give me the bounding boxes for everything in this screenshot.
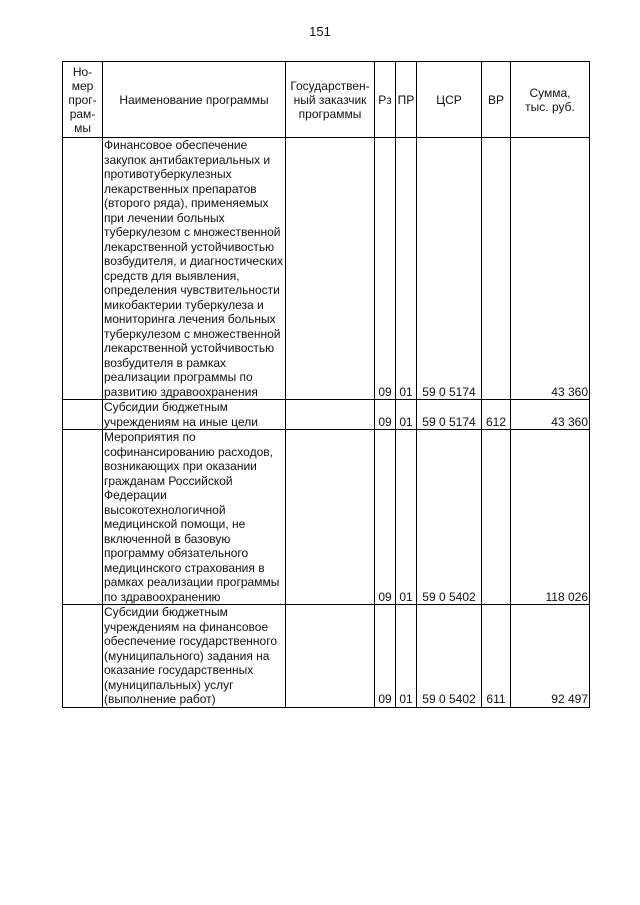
row-sum: 43 360: [511, 400, 590, 430]
row-program-number: [63, 430, 103, 605]
row-customer: [286, 138, 375, 400]
row-rz: 09: [375, 138, 396, 400]
table-row: [63, 400, 590, 430]
header-pr: [396, 62, 417, 138]
row-pr: 01: [396, 400, 417, 430]
row-program-number: [63, 400, 103, 430]
row-customer: [286, 605, 375, 708]
row-rz: 09: [375, 400, 396, 430]
row-customer: [286, 400, 375, 430]
row-sum: 118 026: [511, 430, 590, 605]
row-vr: 612: [482, 400, 511, 430]
row-name: Мероприятия по софинансированию расходов, возникающих при оказании гражданам Российской Федерации высокотехнологичной медицинской помощи, не включенной в базовую программу обязательного медицинского страхования в рамках реализации программы по здравоохранению: [103, 430, 286, 605]
row-vr: [482, 138, 511, 400]
header-rz-text: Рз: [378, 92, 392, 107]
header-vr-text: ВР: [487, 92, 504, 107]
table-header-row: [63, 62, 590, 138]
row-program-number: [63, 605, 103, 708]
header-program-number: [63, 62, 103, 138]
header-vr: [482, 62, 511, 138]
table-row: [63, 430, 590, 605]
budget-table: [62, 61, 590, 708]
row-name: Финансовое обеспечение закупок антибактериальных и противотуберкулезных лекарственных препаратов (второго ряда), применяемых при лечении больных туберкулезом с множественной лекарственной устойчивостью возбудителя, и диагностических средств для выявления, определения чувствительности микобактерии туберкулеза и мониторинга лечения больных туберкулезом с множественной лекарственной устойчивостью возбудителя в рамках реализации программы по развитию здравоохранения: [103, 138, 286, 400]
row-pr: 01: [396, 430, 417, 605]
header-customer: [286, 62, 375, 138]
row-pr: 01: [396, 605, 417, 708]
row-csr: 59 0 5402: [417, 430, 482, 605]
row-customer: [286, 430, 375, 605]
row-rz: 09: [375, 430, 396, 605]
header-csr: [417, 62, 482, 138]
header-customer-text: Государствен- ный заказчик программы: [290, 78, 370, 121]
header-program-number-text: Но- мер прог- рам- мы: [68, 64, 97, 135]
header-csr-text: ЦСР: [436, 92, 462, 107]
row-sum: 92 497: [511, 605, 590, 708]
row-pr: 01: [396, 138, 417, 400]
header-rz: [375, 62, 396, 138]
row-csr: 59 0 5174: [417, 138, 482, 400]
row-sum: 43 360: [511, 138, 590, 400]
header-pr-text: ПР: [397, 92, 415, 107]
header-name: [103, 62, 286, 138]
header-name-text: Наименование программы: [119, 92, 269, 107]
row-vr: 611: [482, 605, 511, 708]
row-name: Субсидии бюджетным учреждениям на иные цели: [103, 400, 286, 430]
row-csr: 59 0 5402: [417, 605, 482, 708]
row-name: Субсидии бюджетным учреждениям на финансовое обеспечение государственного (муниципального) задания на оказание государственных (муниципальных) услуг (выполнение работ): [103, 605, 286, 708]
row-csr: 59 0 5174: [417, 400, 482, 430]
header-sum: [511, 62, 590, 138]
row-vr: [482, 430, 511, 605]
page-number: 151: [309, 24, 331, 39]
header-sum-text: Сумма, тыс. руб.: [525, 85, 575, 114]
row-program-number: [63, 138, 103, 400]
table-row: [63, 605, 590, 708]
row-rz: 09: [375, 605, 396, 708]
table-row: [63, 138, 590, 400]
